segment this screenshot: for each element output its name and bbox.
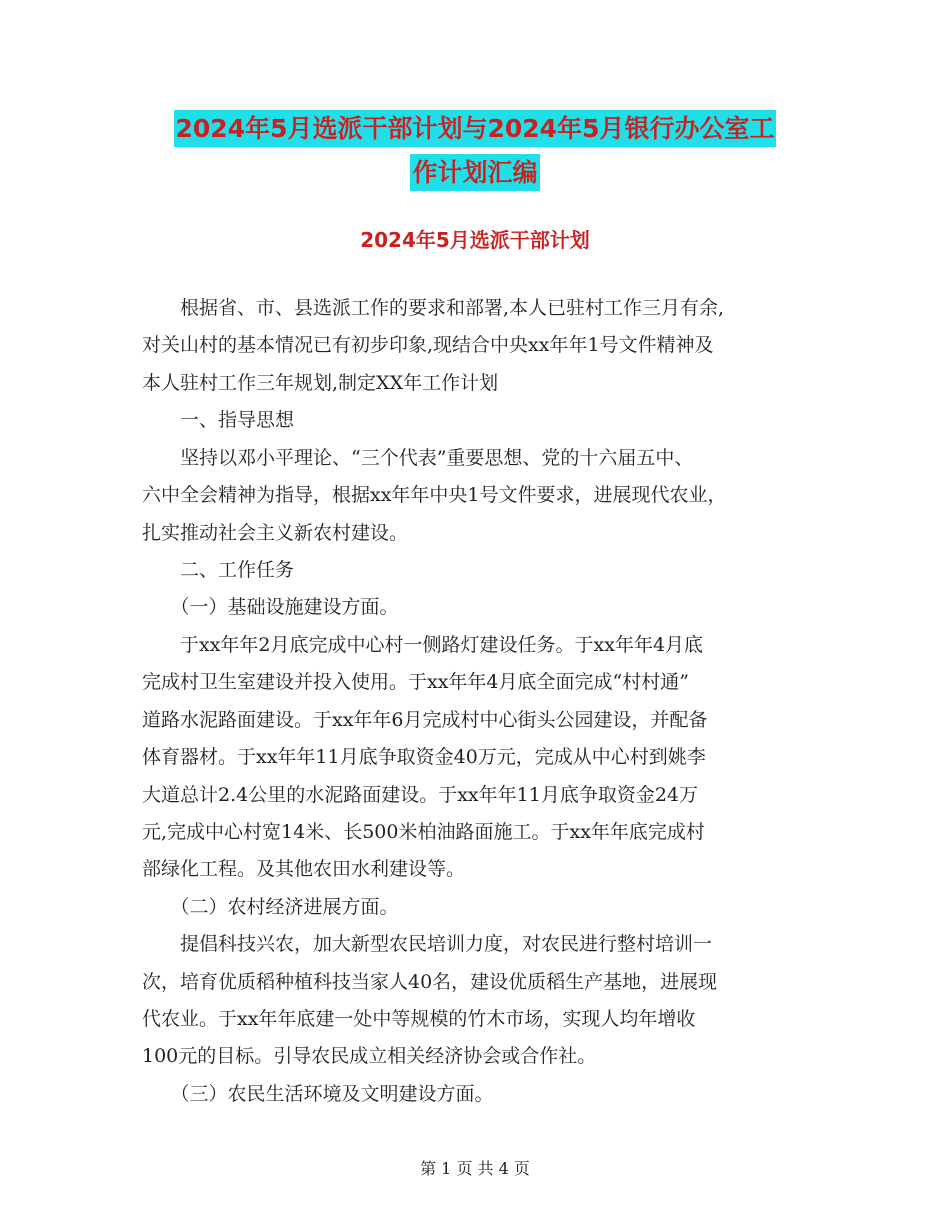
body-line: 本人驻村工作三年规划,制定XX年工作计划 [142, 372, 499, 394]
body-line: 次，培育优质稻种植科技当家人40名，建设优质稻生产基地，进展现 [142, 971, 718, 993]
body-line: 部绿化工程。及其他农田水利建设等。 [142, 858, 466, 880]
body-line: 体育器材。于xx年年11月底争取资金40万元，完成从中心村到姚李 [142, 746, 706, 768]
document-title-line-2 [0, 160, 950, 185]
body-line: 提倡科技兴农，加大新型农民培训力度，对农民进行整村培训一 [142, 933, 713, 955]
document-title-line-1 [0, 116, 950, 141]
document-title-text-2: 作计划汇编 [410, 154, 539, 191]
body-line: 100元的目标。引导农民成立相关经济协会或合作社。 [142, 1045, 597, 1067]
document-title-text-1: 2024年5月选派干部计划与2024年5月银行办公室工 [174, 110, 777, 147]
section-title: 2024年5月选派干部计划 [360, 228, 590, 252]
body-line: （二）农村经济进展方面。 [142, 896, 399, 918]
body-line: 六中全会精神为指导，根据xx年年中央1号文件要求，进展现代农业， [142, 484, 727, 506]
body-line: 二、工作任务 [142, 559, 295, 581]
body-line: 于xx年年2月底完成中心村一侧路灯建设任务。于xx年年4月底 [142, 634, 704, 656]
body-line: 一、指导思想 [142, 409, 295, 431]
body-line: 道路水泥路面建设。于xx年年6月完成村中心街头公园建设，并配备 [142, 709, 708, 731]
body-line: （一）基础设施建设方面。 [142, 596, 399, 618]
body-line: 大道总计2.4公里的水泥路面建设。于xx年年11月底争取资金24万 [142, 784, 699, 806]
body-line: 根据省、市、县选派工作的要求和部署,本人已驻村工作三月有余, [142, 297, 725, 319]
body-line: 扎实推动社会主义新农村建设。 [142, 522, 409, 544]
body-line: 代农业。于xx年年底建一处中等规模的竹木市场，实现人均年增收 [142, 1008, 696, 1030]
body-line: 对关山村的基本情况已有初步印象,现结合中央xx年年1号文件精神及 [142, 334, 714, 356]
body-line: 坚持以邓小平理论、“三个代表”重要思想、党的十六届五中、 [142, 447, 694, 469]
body-line: 完成村卫生室建设并投入使用。于xx年年4月底全面完成“村村通” [142, 671, 689, 693]
page-footer: 第 1 页 共 4 页 [420, 1159, 530, 1178]
body-line: 元,完成中心村宽14米、长500米柏油路面施工。于xx年年底完成村 [142, 821, 705, 843]
body-line: （三）农民生活环境及文明建设方面。 [142, 1083, 494, 1105]
